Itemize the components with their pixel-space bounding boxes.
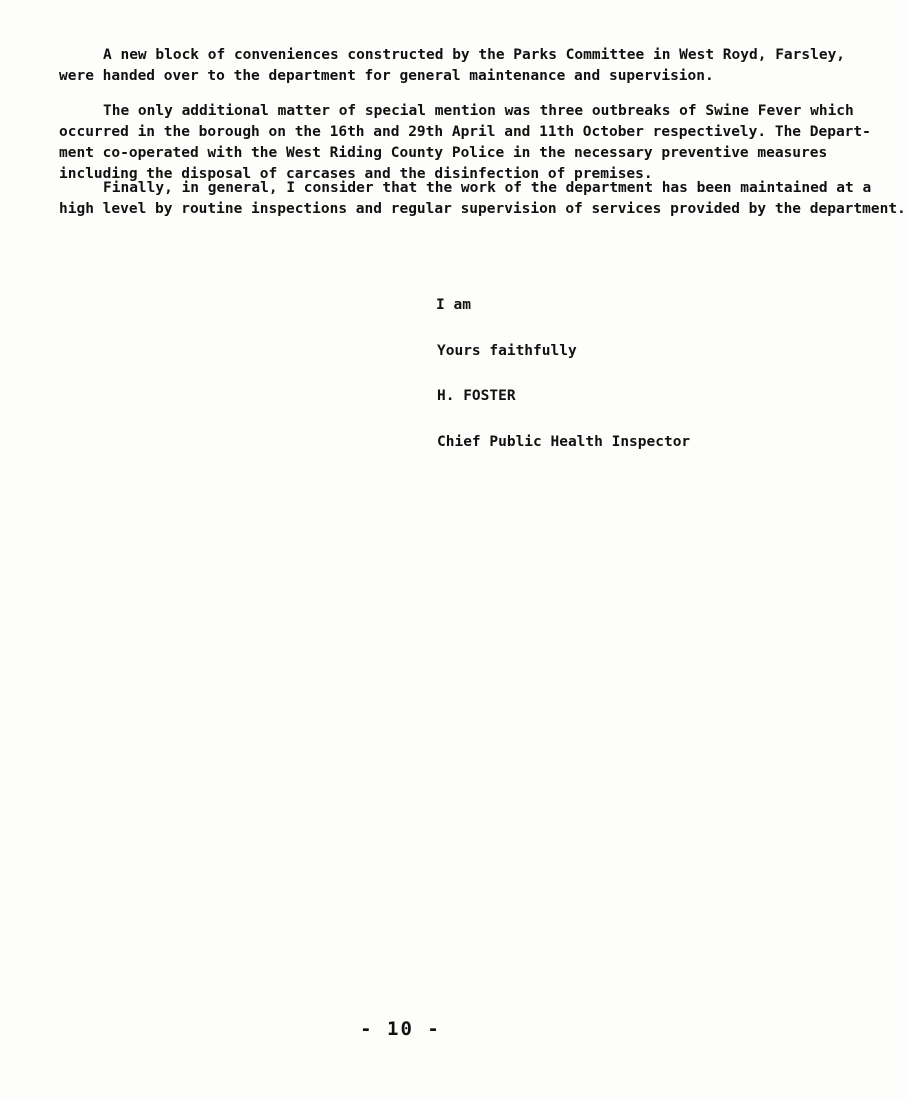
paragraph-line: high level by routine inspections and regular supervision of services provided by the department. <box>59 201 906 217</box>
paragraph-conclusion <box>59 178 906 220</box>
closing-yours-faithfully: Yours faithfully <box>437 343 577 359</box>
signatory-name: H. FOSTER <box>437 388 516 404</box>
paragraph-line: ment co-operated with the West Riding County Police in the necessary preventive measures <box>59 145 828 161</box>
paragraph-conveniences <box>59 45 846 87</box>
signatory-title: Chief Public Health Inspector <box>437 434 691 450</box>
page-number: - 10 - <box>360 1018 441 1040</box>
closing-i-am: I am <box>436 297 471 313</box>
paragraph-line: A new block of conveniences constructed by the Parks Committee in West Royd, Farsley, <box>103 47 846 63</box>
paragraph-line: including the disposal of carcases and the disinfection of premises. <box>59 166 653 182</box>
paragraph-line: Finally, in general, I consider that the work of the department has been maintained at a <box>103 180 872 196</box>
paragraph-line: occurred in the borough on the 16th and 29th April and 11th October respectively. The Depart- <box>59 124 871 140</box>
paragraph-line: The only additional matter of special mention was three outbreaks of Swine Fever which <box>103 103 854 119</box>
paragraph-line: were handed over to the department for general maintenance and supervision. <box>59 68 714 84</box>
paragraph-swine-fever <box>59 101 871 185</box>
